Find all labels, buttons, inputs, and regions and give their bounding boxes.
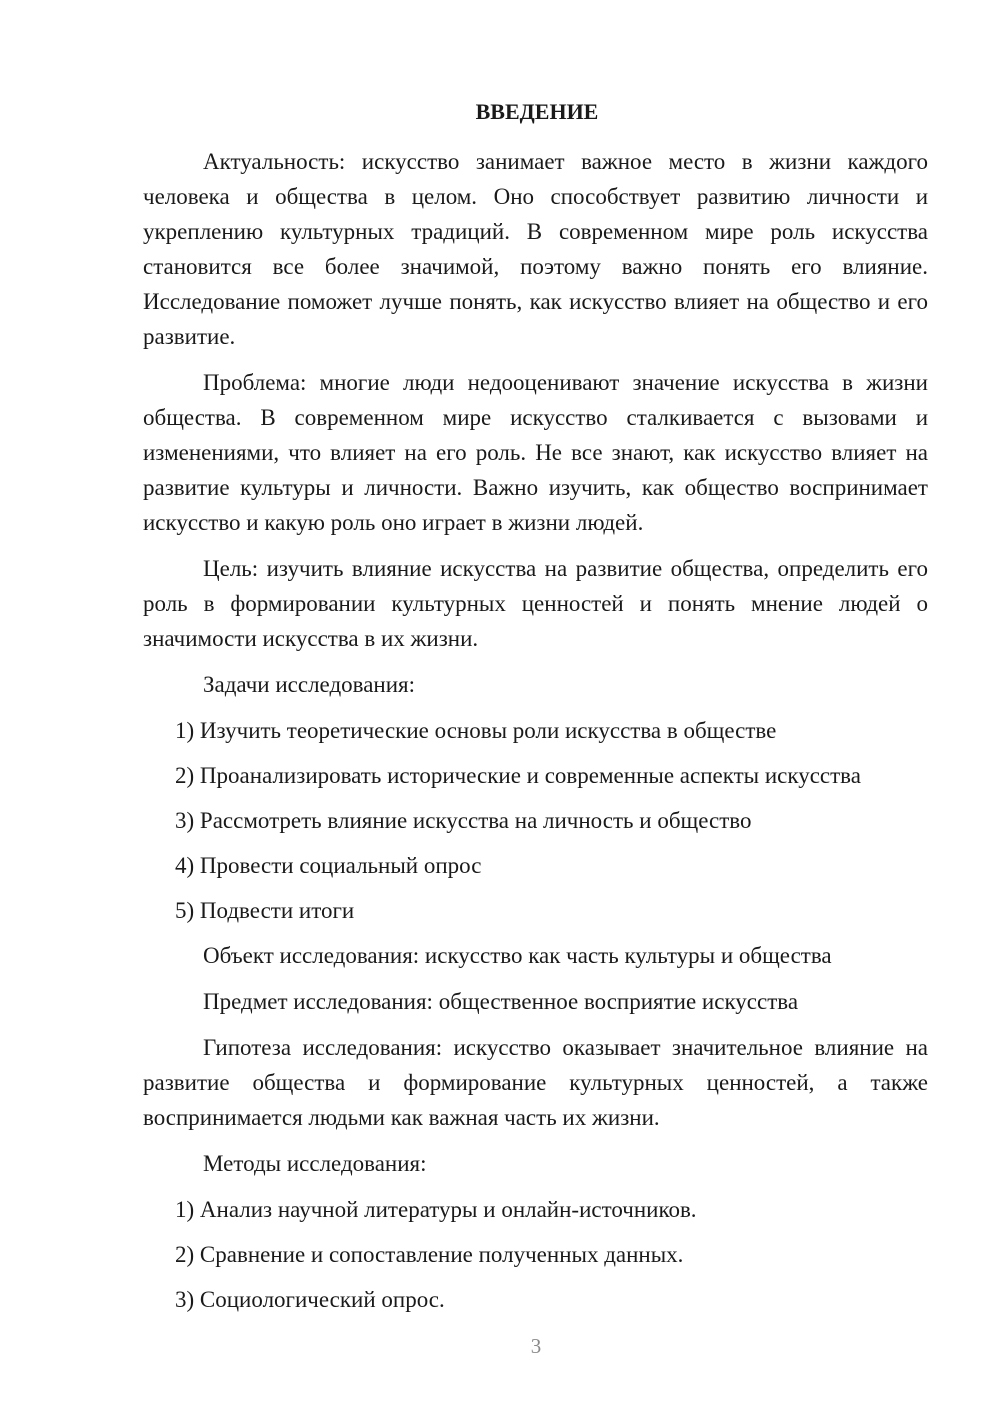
list-item: 2) Проанализировать исторические и современные аспекты искусства <box>175 763 861 788</box>
section-title: ВВЕДЕНИЕ <box>475 99 599 124</box>
list-item: 3) Рассмотреть влияние искусства на личность и общество <box>175 808 752 833</box>
methods-heading: Методы исследования: <box>203 1151 427 1176</box>
list-item: 2) Сравнение и сопоставление полученных данных. <box>175 1242 684 1267</box>
hypothesis-paragraph: Гипотеза исследования: искусство оказывает значительное влияние на развитие общества и формирование культурных ценностей, а также воспринимается людьми как важная часть их жизни. <box>143 1035 928 1130</box>
tasks-heading: Задачи исследования: <box>203 672 416 697</box>
relevance-paragraph: Актуальность: искусство занимает важное место в жизни каждого человека и общества в целом. Оно способствует развитию личности и укреплению культурных традиций. В современном мире роль искусства становится все более значимой, поэтому важно понять его влияние. Исследование поможет лучше понять, как искусство влияет на общество и его развитие. <box>143 149 928 349</box>
list-item: 5) Подвести итоги <box>175 898 355 923</box>
list-item: 4) Провести социальный опрос <box>175 853 482 878</box>
list-item: 3) Социологический опрос. <box>175 1287 445 1312</box>
page-content <box>143 94 928 1327</box>
object-line: Объект исследования: искусство как часть культуры и общества <box>203 943 832 968</box>
tasks-list <box>143 713 928 928</box>
page-number: 3 <box>530 1334 542 1358</box>
list-item: 1) Анализ научной литературы и онлайн-источников. <box>175 1197 697 1222</box>
problem-paragraph: Проблема: многие люди недооценивают значение искусства в жизни общества. В современном мире искусство сталкивается с вызовами и изменениями, что влияет на его роль. Не все знают, как искусство влияет на развитие культуры и личности. Важно изучить, как общество воспринимает искусство и какую роль оно играет в жизни людей. <box>143 370 928 535</box>
subject-line: Предмет исследования: общественное восприятие искусства <box>203 989 799 1014</box>
list-item: 1) Изучить теоретические основы роли искусства в обществе <box>175 718 777 743</box>
goal-paragraph: Цель: изучить влияние искусства на развитие общества, определить его роль в формировании культурных ценностей и понять мнение людей о значимости искусства в их жизни. <box>143 556 928 651</box>
methods-list <box>143 1192 928 1317</box>
